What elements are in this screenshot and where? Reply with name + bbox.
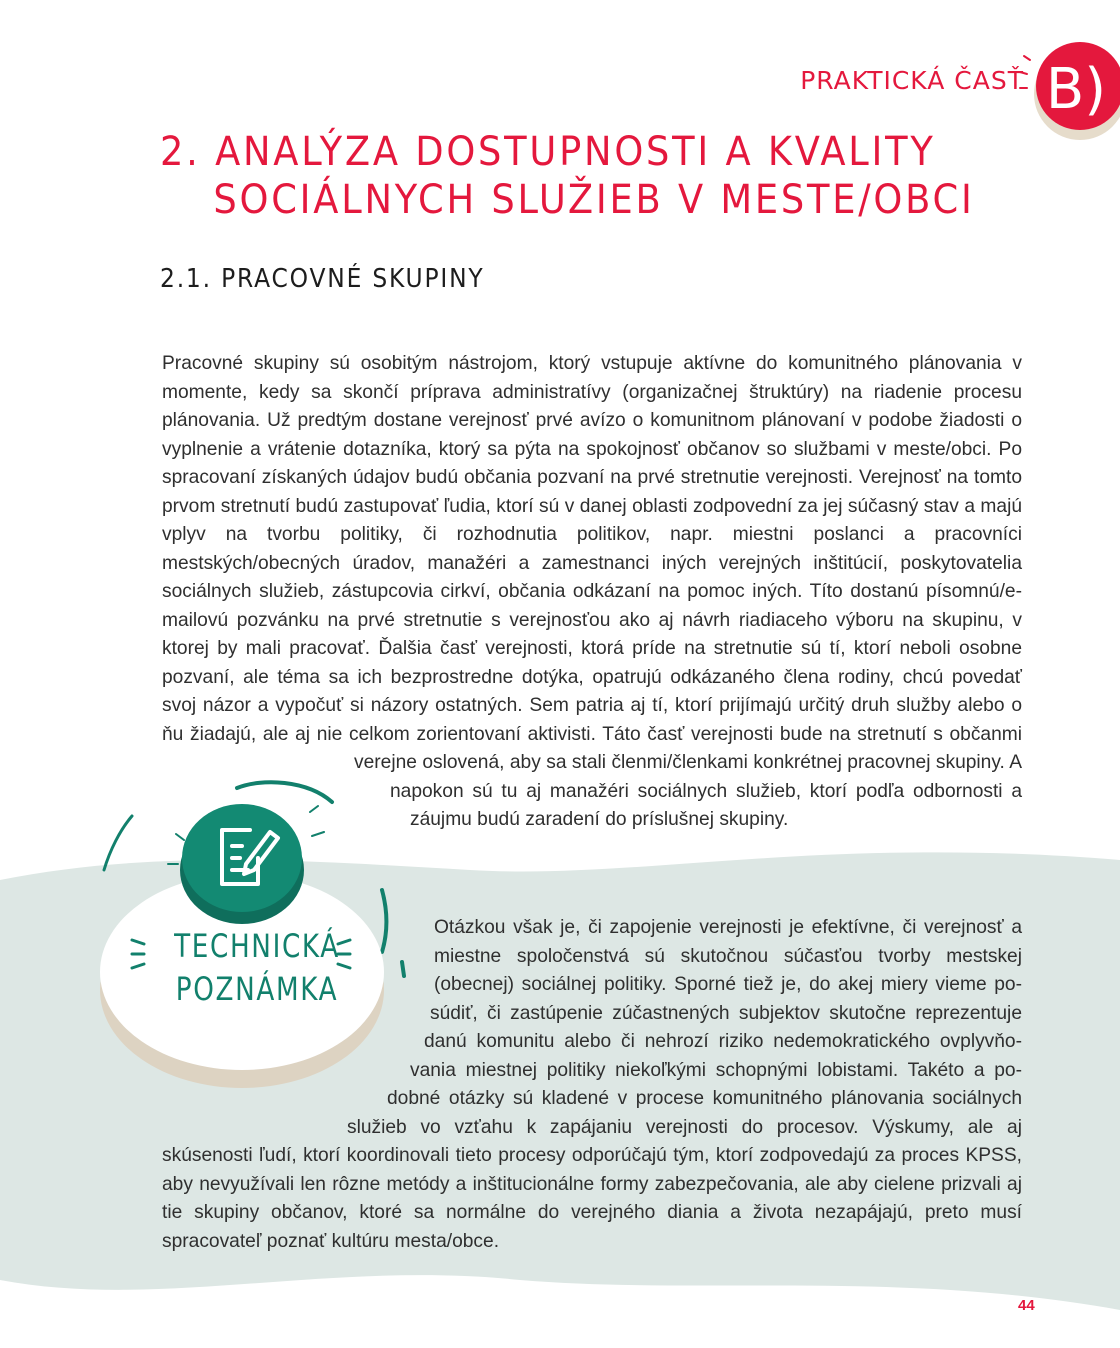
body-paragraph-1 — [162, 350, 1022, 838]
section-subtitle: 2.1. PRACOVNÉ SKUPINY — [160, 264, 485, 294]
technical-note-label-line-2: POZNÁMKA — [175, 970, 339, 1008]
spacer — [162, 914, 434, 972]
section-label: PRAKTICKÁ ČASŤ — [800, 66, 1024, 95]
section-badge — [1010, 34, 1120, 154]
page-number: 44 — [1018, 1297, 1035, 1314]
title-line-2: SOCIÁLNYCH SLUŽIEB V MESTE/OBCI — [213, 177, 975, 223]
spacer — [162, 972, 430, 1000]
body-paragraph-2 — [162, 914, 1022, 1256]
body-paragraph-2-text: Otázkou však je, či zapojenie verejnosti je efektívne, či verejnosť a miestne spoločenstvá sú skutočnou súčasťou tvorby mestskej (obecnej) sociálnej politiky. Sporné tiež je, do akej miery vieme posúdiť, či zastúpenie zúčastnených subjektov skutočne reprezentuje danú komunitu alebo či nehrozí riziko nedemokratického ovplyvňovania miestnej politiky niekoľkými schopnými lobistami. Takéto a podobné otázky sú kladené v procese komunitného plánovania sociálnych služieb vo vzťahu k zapájaniu verejnosti do procesov. Výskumy, ale aj skúsenosti ľudí, ktorí koordinovali tieto procesy odporúčajú tým, ktorí zodpovedajú za proces KPSS, aby nevyužívali len rôzne metódy a inštitucionálne formy zabezpečovania, ale aby cielene prizvali aj tie skupiny občanov, ktoré sa normálne do verejného diania a života nezapájajú, preto musí spracovateľ poznať kultúru mesta/obce. — [162, 917, 1022, 1252]
spacer — [162, 1000, 424, 1029]
spacer — [162, 1086, 347, 1114]
title-line-1: 2. ANALÝZA DOSTUPNOSTI A KVALITY — [160, 129, 936, 175]
technical-note-label-line-1: TECHNICKÁ — [174, 927, 340, 965]
spacer — [162, 1029, 410, 1057]
page-title — [160, 128, 975, 224]
spacer — [162, 1057, 387, 1086]
body-paragraph-1-text: Pracovné skupiny sú osobitým nástrojom, ktorý vstupuje aktívne do komunitného plánovania v momente, kedy sa skončí príprava administratívy (organizačnej štruktúry) na riadenie procesu plánovania. Už predtým dostane verejnosť prvé avízo o komunitnom plánovaní v podobe žiadosti o vyplnenie a vrátenie dotazníka, ktorý sa pýta na spokojnosť občanov so službami v meste/obci. Po spracovaní získaných údajov budú občania pozvaní na prvé stretnutie verejnosti. Verejnosť na tomto prvom stretnutí budú zastupovať ľudia, ktorí sú v danej oblasti zodpovední za jej súčasný stav a majú vplyv na tvorbu politiky, či rozhodnutia politikov, napr. miestni poslanci a pracovníci mestských/obecných úradov, manažéri a zamestnanci iných verejných inštitúcií, poskytovatelia sociálnych služieb, zástupcovia cirkví, občania odkázaní na pomoc iných. Títo dostanú písomnú/e-mailovú pozvánku na prvé stretnutie s verejnosťou ako aj návrh riadiaceho výboru na skupinu, v ktorej by mali pracovať. Ďalšia časť verejnosti, ktorá príde na stretnutie sú tí, ktorí neboli osobne pozvaní, ale téma sa ich bezprostredne dotýka, opatrujú odkázaného člena rodiny, chcú povedať svoj názor a vypočuť si názory ostatných. Sem patria aj tí, ktorí prijímajú určitý druh služby alebo o ňu žiadajú, ale aj nie celkom zorientovaní aktivisti. Táto časť verejnosti bude na stretnutí s občanmi verejne oslovená, aby sa stali členmi/členkami konkrétnej pracovnej skupiny. A napokon sú tu aj manažéri sociálnych služieb, ktorí podľa odbornosti a záujmu budú zaradení do príslušnej skupiny. — [162, 353, 1022, 830]
section-badge-text: B) — [1045, 57, 1107, 122]
